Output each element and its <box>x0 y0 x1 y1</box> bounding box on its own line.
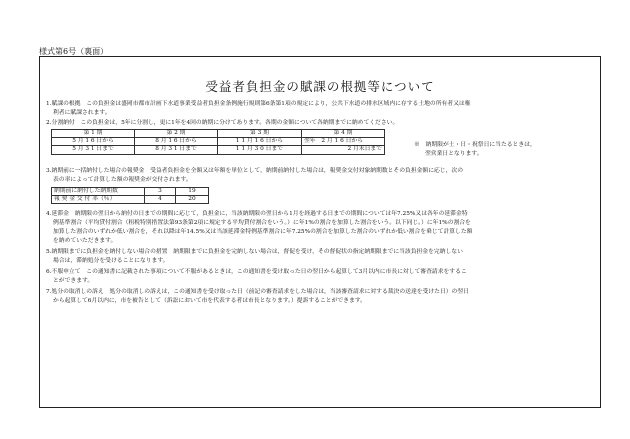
item-1-line-2: 利者に賦課されます。 <box>53 110 111 116</box>
item-7-line-2: から起算して6月以内に，市を被告として（訴訟において市を代表する者は市長となります。）提訴することができます。 <box>53 298 366 304</box>
document-frame <box>39 56 601 408</box>
schedule-cell: 5 月 3 1 日まで <box>52 146 135 154</box>
schedule-cell: 翌年 2 月 1 6 日から <box>302 138 385 146</box>
schedule-header-cell: 第 3 期 <box>218 130 302 138</box>
schedule-header-cell: 第 4 期 <box>302 130 385 138</box>
schedule-cell: 1 1 月 1 6 日から <box>218 138 302 146</box>
schedule-from-row <box>52 138 385 146</box>
reward-rate-table <box>51 187 209 204</box>
item-4-line-1: 4.延滞金 納期限の翌日から納付の日までの期間に応じて，負担金に，当該納期限の翌日から1月を経過する日までの期間については年7.25%又は各年の延滞金特 <box>46 211 468 217</box>
item-4-line-3: 加算した割合のいずれか低い割合を，それ以降は年14.5%又は当該延滞金特例基準割合に年7.25%の割合を加算した割合のいずれか低い割合を乗じて計算した額 <box>53 229 473 235</box>
item-6-line-2: とができます。 <box>53 278 94 284</box>
item-7-line-1: 7.処分の取消しの訴え 処分の取消しの訴えは，この通知書を受け取った日（前記の審査請求をした場合は，当該審査請求に対する裁決の送達を受けた日）の翌日 <box>46 289 469 295</box>
schedule-header-cell: 第 1 期 <box>52 130 135 138</box>
holiday-note-line-2: 翌営業日となります。 <box>425 151 483 157</box>
item-3-line-2: 表の率によって計算した額の報奨金が交付されます。 <box>53 177 192 183</box>
item-2-line-1: 2.分割納付 この負担金は，5年に分割し，更に1年を4回の納期に分けてあります。各期の金額について各納期までに納めてください。 <box>46 120 399 126</box>
item-4-line-4: を納めていただきます。 <box>53 238 117 244</box>
item-3-line-1: 3.納期前に一括納付した場合の報奨金 受益者負担金を全額又は年額を単位として，納期前納付した場合は，報奨金交付対象納期数とその負担金額に応じ，次の <box>46 168 463 174</box>
rate-row-label: 報 奨 金 交 付 率（％） <box>52 196 145 204</box>
rate-row-percent <box>52 196 209 204</box>
schedule-header-cell: 第 2 期 <box>135 130 218 138</box>
schedule-cell: 8 月 3 1 日まで <box>135 146 218 154</box>
schedule-cell: 8 月 1 6 日から <box>135 138 218 146</box>
item-6-line-1: 6.不服申立て この通知書に記載された事項について不服があるときは，この通知書を受け取った日の翌日から起算して3月以内に市長に対して審査請求をするこ <box>46 269 467 275</box>
rate-cell: 3 <box>145 188 176 196</box>
item-5-line-2: 場合は，滞納処分を受けることになります。 <box>53 258 169 264</box>
item-4-line-2: 例基準割合（平均貸付割合（租税特別措置法第93条第2項に規定する平均貸付割合をいう。）に年1%の割合を加算した割合をいう。以下同じ。）に年1%の割合を <box>53 220 471 226</box>
schedule-cell: 1 1 月 3 0 日まで <box>218 146 302 154</box>
schedule-cell: 2 月末日まで <box>302 146 385 154</box>
document-title: 受益者負担金の賦課の根拠等について <box>205 79 435 94</box>
rate-row-periods <box>52 188 209 196</box>
rate-cell: 20 <box>176 196 209 204</box>
rate-cell: 19 <box>176 188 209 196</box>
payment-schedule-table <box>51 129 385 155</box>
schedule-cell: 5 月 1 6 日から <box>52 138 135 146</box>
schedule-header-row <box>52 130 385 138</box>
holiday-note-line-1: ※ 納期限が土・日・祝祭日に当たるときは， <box>414 142 536 148</box>
schedule-to-row <box>52 146 385 154</box>
rate-cell: 4 <box>145 196 176 204</box>
item-5-line-1: 5.納期限までに負担金を納付しない場合の措置 納期限までに負担金を完納しない場合は，督促を受け，その督促状の指定納期限までに当該負担金を完納しない <box>46 249 463 255</box>
item-1-line-1: 1.賦課の根拠 この負担金は盛岡市都市計画下水道事業受益者負担金条例施行規則第6条第1項の規定により，公共下水道の排水区域内に存する土地の所有者又は権 <box>46 101 471 107</box>
form-number-label: 様式第6号（裏面） <box>39 47 109 56</box>
rate-row-label: 納期前に納付した納期数 <box>52 188 145 196</box>
